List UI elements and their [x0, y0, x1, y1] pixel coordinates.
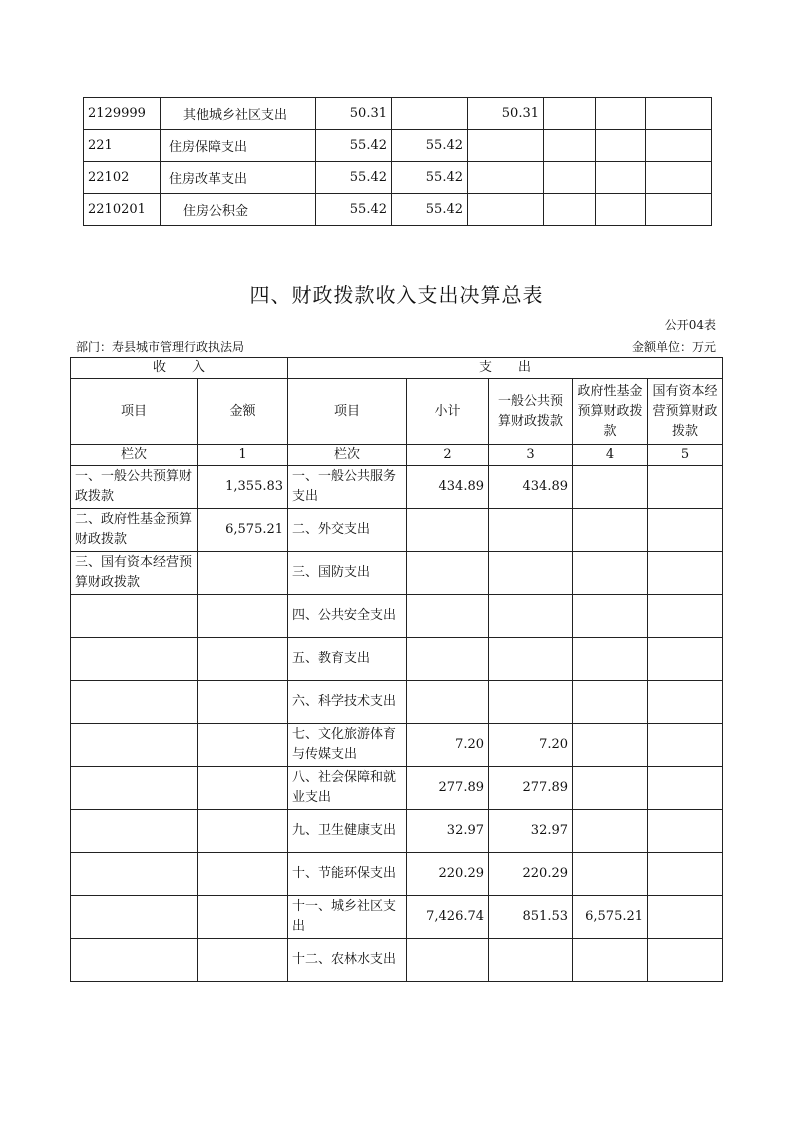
general-budget-cell: 277.89: [489, 767, 573, 810]
table-row: [71, 466, 723, 509]
general-budget-cell: [489, 681, 573, 724]
index-1: 1: [198, 445, 288, 466]
income-item-cell: [71, 724, 198, 767]
value-cell: [646, 194, 712, 226]
table-row: [84, 98, 712, 130]
value-cell: [544, 98, 596, 130]
gov-fund-cell: [573, 681, 648, 724]
table-row: [71, 853, 723, 896]
value-cell: [596, 194, 646, 226]
expense-header: 支 出: [288, 358, 723, 379]
state-capital-cell: [648, 681, 723, 724]
col-state-capital: 国有资本经营预算财政拨款: [648, 379, 723, 445]
value-cell: 55.42: [316, 194, 392, 226]
income-item-cell: [71, 595, 198, 638]
state-capital-cell: [648, 853, 723, 896]
state-capital-cell: [648, 552, 723, 595]
col-item-expense: 项目: [288, 379, 407, 445]
table-row: [84, 130, 712, 162]
expense-item-cell: 十、节能环保支出: [288, 853, 407, 896]
expense-item-cell: 三、国防支出: [288, 552, 407, 595]
value-cell: 50.31: [316, 98, 392, 130]
table-row: [71, 810, 723, 853]
value-cell: 55.42: [392, 130, 468, 162]
income-item-cell: [71, 767, 198, 810]
income-amount-cell: [198, 767, 288, 810]
col-amount: 金额: [198, 379, 288, 445]
table-row: [84, 162, 712, 194]
gov-fund-cell: 6,575.21: [573, 896, 648, 939]
expense-item-cell: 四、公共安全支出: [288, 595, 407, 638]
gov-fund-cell: [573, 767, 648, 810]
page-title: 四、财政拨款收入支出决算总表: [249, 283, 544, 307]
subtotal-cell: 32.97: [407, 810, 489, 853]
index-3: 3: [489, 445, 573, 466]
name-cell: 住房公积金: [161, 194, 316, 226]
gov-fund-cell: [573, 724, 648, 767]
expense-item-cell: 七、文化旅游体育与传媒支出: [288, 724, 407, 767]
value-cell: 55.42: [392, 194, 468, 226]
index-5: 5: [648, 445, 723, 466]
table-row: [71, 552, 723, 595]
income-amount-cell: [198, 724, 288, 767]
subtotal-cell: [407, 638, 489, 681]
unit-label: 金额单位：万元: [631, 340, 716, 354]
expense-item-cell: 二、外交支出: [288, 509, 407, 552]
value-cell: [544, 162, 596, 194]
value-cell: [596, 162, 646, 194]
income-header: 收 入: [71, 358, 288, 379]
department-label: 部门：寿县城市管理行政执法局: [76, 340, 245, 354]
income-amount-cell: [198, 552, 288, 595]
income-item-cell: [71, 896, 198, 939]
gov-fund-cell: [573, 853, 648, 896]
income-amount-cell: 6,575.21: [198, 509, 288, 552]
fiscal-summary-table: [70, 357, 723, 982]
value-cell: [646, 98, 712, 130]
value-cell: [596, 130, 646, 162]
gov-fund-cell: [573, 638, 648, 681]
expense-item-cell: 十一、城乡社区支出: [288, 896, 407, 939]
income-amount-cell: [198, 810, 288, 853]
value-cell: [596, 98, 646, 130]
income-amount-cell: [198, 595, 288, 638]
table-row: [71, 509, 723, 552]
table-row: [71, 595, 723, 638]
code-cell: 22102: [84, 162, 161, 194]
gov-fund-cell: [573, 552, 648, 595]
income-amount-cell: [198, 638, 288, 681]
value-cell: [646, 130, 712, 162]
table-row: [71, 939, 723, 982]
table-row: [71, 896, 723, 939]
table-row: [71, 767, 723, 810]
gov-fund-cell: [573, 939, 648, 982]
value-cell: 55.42: [316, 130, 392, 162]
expense-item-cell: 九、卫生健康支出: [288, 810, 407, 853]
state-capital-cell: [648, 466, 723, 509]
income-amount-cell: [198, 939, 288, 982]
value-cell: [392, 98, 468, 130]
gov-fund-cell: [573, 509, 648, 552]
state-capital-cell: [648, 509, 723, 552]
col-item: 项目: [71, 379, 198, 445]
income-item-cell: [71, 681, 198, 724]
general-budget-cell: 7.20: [489, 724, 573, 767]
general-budget-cell: [489, 595, 573, 638]
subtotal-cell: 434.89: [407, 466, 489, 509]
income-item-cell: [71, 853, 198, 896]
gov-fund-cell: [573, 466, 648, 509]
header-row-1: [71, 358, 723, 379]
state-capital-cell: [648, 724, 723, 767]
income-amount-cell: [198, 681, 288, 724]
state-capital-cell: [648, 810, 723, 853]
index-label: 栏次: [71, 445, 198, 466]
income-item-cell: 一、一般公共预算财政拨款: [71, 466, 198, 509]
general-budget-cell: [489, 509, 573, 552]
index-2: 2: [407, 445, 489, 466]
col-subtotal: 小计: [407, 379, 489, 445]
income-amount-cell: 1,355.83: [198, 466, 288, 509]
index-row: [71, 445, 723, 466]
subtotal-cell: [407, 509, 489, 552]
index-label-expense: 栏次: [288, 445, 407, 466]
income-item-cell: [71, 638, 198, 681]
value-cell: [544, 194, 596, 226]
general-budget-cell: 220.29: [489, 853, 573, 896]
table-row: [71, 724, 723, 767]
income-item-cell: 三、国有资本经营预算财政拨款: [71, 552, 198, 595]
general-budget-cell: 851.53: [489, 896, 573, 939]
table-row: [71, 638, 723, 681]
expense-item-cell: 一、一般公共服务支出: [288, 466, 407, 509]
general-budget-cell: [489, 638, 573, 681]
expense-item-cell: 十二、农林水支出: [288, 939, 407, 982]
expense-item-cell: 八、社会保障和就业支出: [288, 767, 407, 810]
form-number: 公开04表: [664, 318, 716, 332]
name-cell: 住房改革支出: [161, 162, 316, 194]
name-cell: 住房保障支出: [161, 130, 316, 162]
code-cell: 2129999: [84, 98, 161, 130]
index-4: 4: [573, 445, 648, 466]
value-cell: 50.31: [468, 98, 544, 130]
subtotal-cell: 220.29: [407, 853, 489, 896]
value-cell: [468, 194, 544, 226]
income-amount-cell: [198, 896, 288, 939]
state-capital-cell: [648, 595, 723, 638]
subtotal-cell: [407, 552, 489, 595]
expense-item-cell: 六、科学技术支出: [288, 681, 407, 724]
code-cell: 221: [84, 130, 161, 162]
subtotal-cell: 277.89: [407, 767, 489, 810]
state-capital-cell: [648, 896, 723, 939]
state-capital-cell: [648, 767, 723, 810]
col-gov-fund: 政府性基金预算财政拨款: [573, 379, 648, 445]
name-cell: 其他城乡社区支出: [161, 98, 316, 130]
general-budget-cell: [489, 552, 573, 595]
subtotal-cell: [407, 939, 489, 982]
expense-item-cell: 五、教育支出: [288, 638, 407, 681]
general-budget-cell: 32.97: [489, 810, 573, 853]
value-cell: [468, 162, 544, 194]
continued-table: [83, 97, 712, 226]
gov-fund-cell: [573, 810, 648, 853]
subtotal-cell: 7.20: [407, 724, 489, 767]
value-cell: [468, 130, 544, 162]
general-budget-cell: 434.89: [489, 466, 573, 509]
subtotal-cell: [407, 595, 489, 638]
value-cell: [544, 130, 596, 162]
table-row: [84, 194, 712, 226]
col-general-budget: 一般公共预算财政拨款: [489, 379, 573, 445]
subtotal-cell: [407, 681, 489, 724]
state-capital-cell: [648, 638, 723, 681]
income-item-cell: [71, 810, 198, 853]
table-row: [71, 681, 723, 724]
income-item-cell: 二、政府性基金预算财政拨款: [71, 509, 198, 552]
income-item-cell: [71, 939, 198, 982]
value-cell: 55.42: [392, 162, 468, 194]
value-cell: [646, 162, 712, 194]
general-budget-cell: [489, 939, 573, 982]
gov-fund-cell: [573, 595, 648, 638]
subtotal-cell: 7,426.74: [407, 896, 489, 939]
income-amount-cell: [198, 853, 288, 896]
code-cell: 2210201: [84, 194, 161, 226]
header-row-2: [71, 379, 723, 445]
state-capital-cell: [648, 939, 723, 982]
value-cell: 55.42: [316, 162, 392, 194]
